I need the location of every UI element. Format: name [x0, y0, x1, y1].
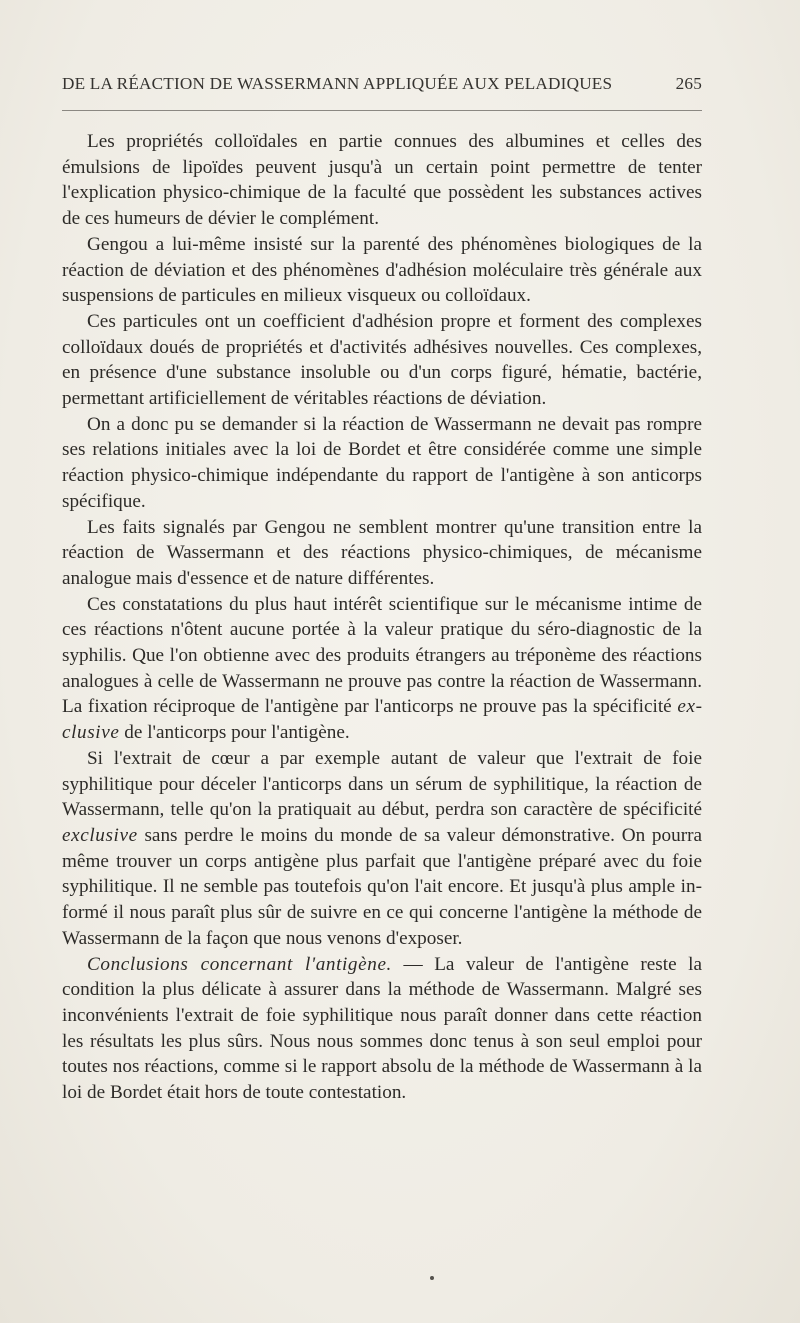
paragraph-2: Gengou a lui-même insisté sur la parenté des phénomènes biologiques de la réaction de déviation et des phénomènes d'adhésion moléculaire très générale aux suspensions de particules en milieux visqueux ou colloïdaux. — [62, 233, 702, 307]
section-lead-heading: Conclusions concernant l'antigène. — [87, 953, 392, 975]
paragraph-4: On a donc pu se demander si la réaction de Wassermann ne devait pas rompre ses relations initiales avec la loi de Bordet et être considérée comme une simple réaction physico-chimique indépendante du rapport de l'antigène à son anticorps spécifique. — [62, 413, 702, 512]
paragraph-6: Ces constatations du plus haut intérêt scientifique sur le mécanisme intime de ces réactions n'ôtent aucune portée à la valeur pratique du séro-diagnostic de la syphilis. Que l'on obtienne avec des produits étrangers au tréponème des réactions analogues à celle de Wassermann ne prouve pas contre la réaction de Wassermann. La fixation réciproque de l'antigène par l'anticorps ne prouve pas la spécificité exclusive de l'anticorps pour l'antigène. — [62, 593, 702, 744]
paragraph-1: Les propriétés colloïdales en partie connues des albumines et celles des émulsions de lipoïdes peuvent jusqu'à un certain point permettre de tenter l'explication physico-chimique de la faculté que possèdent les substances actives de ces humeurs de dévier le complément. — [62, 131, 702, 230]
running-title: DE LA RÉACTION DE WASSERMANN APPLIQUÉE AUX PELADIQUES — [62, 74, 613, 93]
header-rule — [62, 110, 702, 111]
page-number: 265 — [675, 74, 702, 93]
printed-mark — [430, 1276, 434, 1280]
paragraph-5: Les faits signalés par Gengou ne semblent montrer qu'une transition entre la réaction de Wassermann et des réactions physico-chimiques, de mécanisme analogue mais d'essence et de nature différentes. — [62, 516, 702, 589]
paragraph-8: Conclusions concernant l'antigène. — La valeur de l'antigène reste la condition la plus délicate à assurer dans la méthode de Wassermann. Malgré ses inconvénients l'extrait de foie syphilitique nous paraît donner dans cette réaction les résultats les plus sûrs. Nous nous sommes donc tenus à son seul emploi pour toutes nos réactions, comme si le rapport absolu de la méthode de Wassermann à la loi de Bordet était hors de toute contestation. — [62, 953, 702, 1104]
paragraph-3: Ces particules ont un coefficient d'adhésion propre et forment des complexes colloïdaux doués de propriétés et d'activités adhésives nouvelles. Ces complexes, en présence d'une substance insoluble ou d'un corps figuré, hématie, bactérie, permettant artificiellement de véritables réactions de déviation. — [62, 310, 702, 410]
body-text — [62, 129, 702, 1106]
italic-exclusive: exclusive — [62, 696, 702, 744]
paragraph-7: Si l'extrait de cœur a par exemple autant de valeur que l'extrait de foie syphilitique pour déceler l'anticorps dans un sérum de syphilitique, la réaction de Wassermann, telle qu'on la pratiquait au début, perdra son caractère de spécificité exclusive sans perdre le moins du monde de sa valeur démonstrative. On pourra même trouver un corps antigène plus parfait que l'antigène préparé avec du foie syphilitique. Il ne semble pas toutefois qu'on l'ait encore. Et jusqu'à plus ample informé il nous paraît plus sûr de suivre en ce qui concerne l'antigène la méthode de Wassermann de la façon que nous venons d'exposer. — [62, 747, 702, 949]
running-header — [62, 74, 702, 104]
italic-exclusive: exclusive — [62, 824, 138, 846]
